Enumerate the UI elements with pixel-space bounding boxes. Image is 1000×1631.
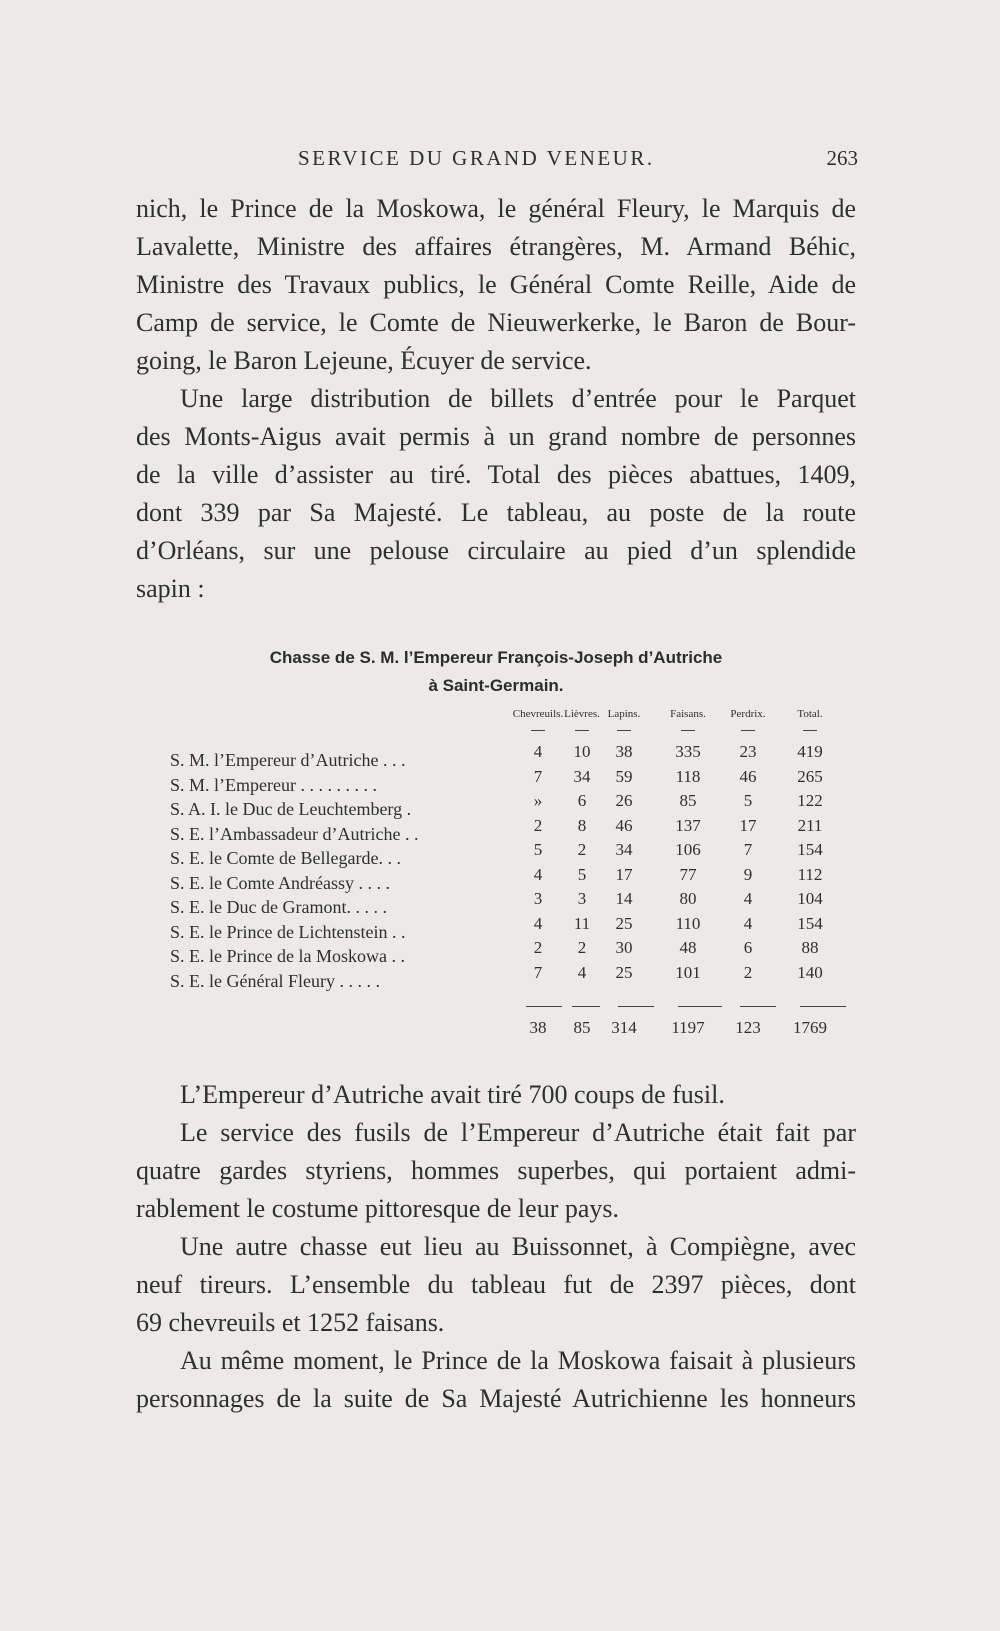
- table-cell: 2: [577, 840, 587, 859]
- text-line: Une large distribution de billets d’entrée pour le Parquet: [180, 384, 856, 413]
- table-cell: 77: [679, 864, 697, 884]
- table-cell: 17: [739, 815, 757, 835]
- table-cell: 3: [533, 889, 543, 908]
- text-line: personnages de la suite de Sa Majesté Autrichienne les honneurs: [136, 1384, 856, 1413]
- table-cell: 110: [675, 913, 701, 933]
- sum-rule: [740, 1006, 776, 1007]
- text-line: Camp de service, le Comte de Nieuwerkerke, le Baron de Bour-: [136, 308, 856, 337]
- table-cell: 5: [743, 791, 753, 810]
- text-line: des Monts-Aigus avait permis à un grand nombre de personnes: [136, 422, 856, 451]
- table-cell: 118: [675, 766, 701, 786]
- text-line: neuf tireurs. L’ensemble du tableau fut de 2397 pièces, dont: [136, 1270, 856, 1299]
- table-cell: 4: [533, 742, 543, 761]
- column-header: Total.: [797, 708, 823, 720]
- text-line: nich, le Prince de la Moskowa, le général Fleury, le Marquis de: [136, 194, 856, 223]
- table-cell: 4: [533, 864, 543, 884]
- table-cell: 80: [679, 889, 697, 908]
- table-cell: 10: [573, 742, 591, 761]
- text-line: de la ville d’assister au tiré. Total des pièces abattues, 1409,: [136, 460, 856, 489]
- table-cell: 11: [573, 913, 591, 933]
- table-cell: 122: [797, 791, 823, 810]
- text-line: L’Empereur d’Autriche avait tiré 700 coups de fusil.: [180, 1080, 725, 1109]
- row-name: S. E. le Duc de Gramont. . . . .: [170, 897, 387, 917]
- table-caption: [136, 644, 856, 700]
- table-cell: 2: [743, 962, 753, 982]
- total-cell: 1197: [671, 1018, 705, 1037]
- dash: [681, 730, 695, 731]
- table-cell: 14: [615, 889, 633, 908]
- table-cell: 6: [577, 791, 587, 810]
- row-name: S. M. l’Empereur d’Autriche . . .: [170, 750, 406, 770]
- table-cell: »: [533, 791, 543, 810]
- table-cell: 4: [577, 962, 587, 982]
- table-cell: 2: [533, 815, 543, 835]
- total-cell: 85: [573, 1018, 591, 1037]
- table-cell: 38: [615, 742, 633, 761]
- caption-line: à Saint-Germain.: [428, 676, 564, 695]
- table-cell: 9: [743, 864, 753, 884]
- table-cell: 3: [577, 889, 587, 908]
- table-cell: 154: [797, 840, 823, 859]
- text-line: d’Orléans, sur une pelouse circulaire au pied d’un splendide: [136, 536, 856, 565]
- text-line: going, le Baron Lejeune, Écuyer de service.: [136, 346, 592, 375]
- total-cell: 314: [611, 1018, 637, 1037]
- table-cell: 17: [615, 864, 633, 884]
- table-cell: 7: [743, 840, 753, 859]
- column-header: Faisans.: [670, 708, 706, 720]
- row-name: S. E. le Général Fleury . . . . .: [170, 970, 380, 991]
- text-line: rablement le costume pittoresque de leur pays.: [136, 1194, 620, 1223]
- table-cell: 6: [743, 938, 753, 957]
- column-header: Lièvres.: [564, 708, 600, 720]
- table-cell: 34: [615, 840, 633, 859]
- total-cell: 1769: [793, 1018, 827, 1037]
- sum-rule: [572, 1006, 600, 1007]
- column-header: Chevreuils.: [512, 708, 564, 720]
- sum-rule: [678, 1006, 722, 1007]
- table-cell: 46: [739, 766, 757, 786]
- table-cell: 419: [797, 742, 823, 761]
- dash: [531, 730, 545, 731]
- table-cell: 85: [679, 791, 697, 810]
- table-cell: 104: [797, 889, 823, 908]
- row-name: S. E. l’Ambassadeur d’Autriche . .: [170, 823, 419, 844]
- total-cell: 38: [529, 1018, 547, 1037]
- text-line: Le service des fusils de l’Empereur d’Autriche était fait par: [180, 1118, 856, 1147]
- row-name: S. E. le Prince de Lichtenstein . .: [170, 921, 406, 942]
- table-cell: 46: [615, 815, 633, 835]
- table-cell: 335: [675, 742, 701, 761]
- table-cell: 106: [675, 840, 701, 859]
- table-cell: 23: [739, 742, 757, 761]
- table-cell: 154: [797, 913, 823, 933]
- table-cell: 137: [675, 815, 701, 835]
- page-header: [138, 146, 858, 176]
- dash: [803, 730, 817, 731]
- table-cell: 101: [675, 962, 701, 982]
- dash: [575, 730, 589, 731]
- table-cell: 112: [797, 864, 823, 884]
- running-title: SERVICE DU GRAND VENEUR.: [298, 146, 655, 170]
- sum-rule: [800, 1006, 846, 1007]
- row-name: S. M. l’Empereur . . . . . . . . .: [170, 774, 377, 795]
- dash: [617, 730, 631, 731]
- row-name: S. E. le Comte de Bellegarde. . .: [170, 848, 401, 868]
- text-line: 69 chevreuils et 1252 faisans.: [136, 1308, 445, 1337]
- table-cell: 48: [679, 938, 697, 957]
- paragraph-top: [136, 190, 856, 608]
- sum-rule: [618, 1006, 654, 1007]
- table-cell: 5: [533, 840, 543, 859]
- text-line: sapin :: [136, 574, 205, 603]
- text-line: dont 339 par Sa Majesté. Le tableau, au poste de la route: [136, 498, 856, 527]
- caption-line: Chasse de S. M. l’Empereur François-Joseph d’Autriche: [269, 648, 723, 667]
- table-cell: 265: [797, 766, 823, 786]
- dash: [741, 730, 755, 731]
- column-header: Lapins.: [607, 708, 641, 720]
- table-cell: 2: [577, 938, 587, 957]
- table-cell: 59: [615, 766, 633, 786]
- table-cell: 4: [743, 889, 753, 908]
- table-cell: 4: [743, 913, 753, 933]
- table-cell: 30: [615, 938, 633, 957]
- table-cell: 34: [573, 766, 591, 786]
- table-cell: 7: [533, 962, 543, 982]
- table-cell: 26: [615, 791, 633, 810]
- row-name: S. E. le Comte Andréassy . . . .: [170, 872, 390, 893]
- page-number: 263: [826, 146, 858, 170]
- row-name: S. A. I. le Duc de Leuchtemberg .: [170, 799, 412, 819]
- row-name: S. E. le Prince de la Moskowa . .: [170, 946, 405, 966]
- table-cell: 140: [797, 962, 823, 982]
- paragraph-bottom: [136, 1076, 856, 1418]
- text-line: Lavalette, Ministre des affaires étrangères, M. Armand Béhic,: [136, 232, 856, 261]
- sum-rule: [526, 1006, 562, 1007]
- table-cell: 211: [797, 815, 823, 835]
- text-line: Au même moment, le Prince de la Moskowa faisait à plusieurs: [180, 1346, 856, 1375]
- table-cell: 25: [615, 962, 633, 982]
- table-cell: 88: [801, 938, 819, 957]
- table-cell: 25: [615, 913, 633, 933]
- table-cell: 5: [577, 864, 587, 884]
- table-row: [170, 962, 860, 995]
- table-cell: 2: [533, 938, 543, 957]
- column-header: Perdrix.: [730, 708, 766, 720]
- table-cell: 7: [533, 766, 543, 786]
- table-cell: 8: [577, 815, 587, 835]
- text-line: quatre gardes styriens, hommes superbes, qui portaient admi-: [136, 1156, 856, 1185]
- text-line: Ministre des Travaux publics, le Général Comte Reille, Aide de: [136, 270, 856, 299]
- total-cell: 123: [735, 1018, 761, 1037]
- table-cell: 4: [533, 913, 543, 933]
- text-line: Une autre chasse eut lieu au Buissonnet, à Compiègne, avec: [180, 1232, 856, 1261]
